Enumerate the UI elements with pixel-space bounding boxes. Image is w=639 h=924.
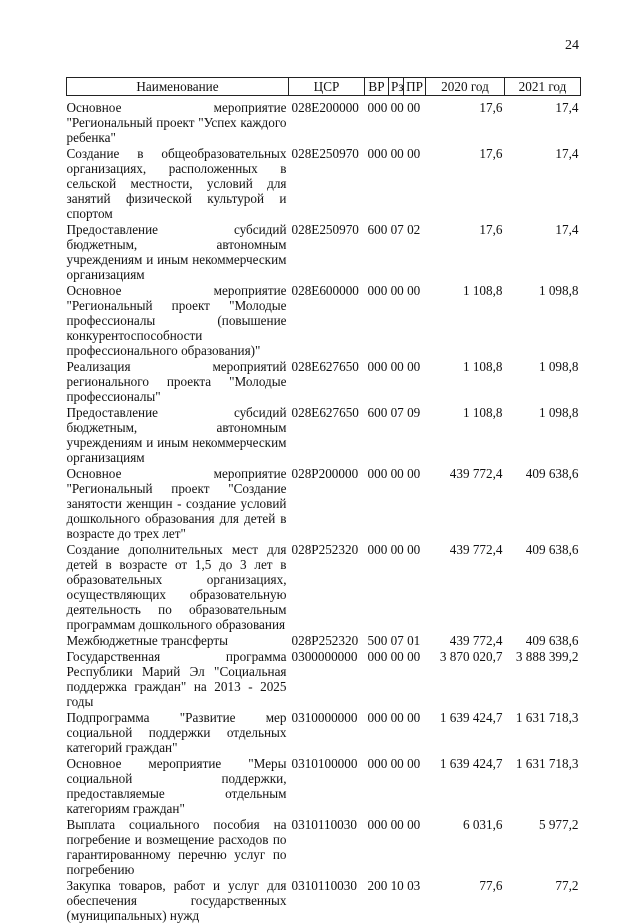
row-name: Реализация мероприятий регионального проекта "Молодые профессионалы" bbox=[66, 359, 287, 404]
row-codes: 000 00 00 bbox=[367, 710, 421, 725]
row-amount-2020: 6 031,6 bbox=[462, 817, 503, 832]
table-row bbox=[67, 283, 581, 359]
row-amount-2020: 3 870 020,7 bbox=[439, 649, 503, 664]
row-amount-2020: 1 639 424,7 bbox=[439, 710, 503, 725]
row-codes: 000 00 00 bbox=[367, 466, 421, 481]
row-name: Закупка товаров, работ и услуг для обеспечения государственных (муниципальных) нужд bbox=[66, 878, 287, 923]
table-header-row bbox=[67, 78, 581, 96]
row-name: Основное мероприятие "Региональный проект "Молодые профессионалы (повышение конкурентоспособности профессионального образования)" bbox=[66, 283, 287, 358]
row-name: Предоставление субсидий бюджетным, автономным учреждениям и иным некоммерческим организациям bbox=[66, 222, 287, 282]
table-row bbox=[67, 817, 581, 878]
column-header-pr: ПР bbox=[404, 78, 426, 96]
row-amount-2021: 77,2 bbox=[555, 878, 579, 893]
row-amount-2021: 409 638,6 bbox=[525, 633, 579, 648]
row-codes: 000 00 00 bbox=[367, 817, 421, 832]
table-row bbox=[67, 222, 581, 283]
row-name: Создание дополнительных мест для детей в возрасте от 1,5 до 3 лет в образовательных организациях, осуществляющих образовательную деятельность по образовательным программам дошкольного образования bbox=[66, 542, 287, 632]
row-csr: 028E627650 bbox=[291, 405, 359, 420]
row-codes: 000 00 00 bbox=[367, 756, 421, 771]
row-codes: 000 00 00 bbox=[367, 542, 421, 557]
column-header-vr: ВР bbox=[365, 78, 389, 96]
row-csr: 0310110030 bbox=[291, 817, 357, 832]
table-row bbox=[67, 633, 581, 649]
page-number: 24 bbox=[565, 38, 579, 53]
row-codes: 200 10 03 bbox=[367, 878, 421, 893]
budget-table bbox=[66, 77, 581, 924]
row-amount-2020: 17,6 bbox=[479, 146, 503, 161]
row-amount-2020: 439 772,4 bbox=[449, 633, 503, 648]
row-amount-2020: 439 772,4 bbox=[449, 466, 503, 481]
table-row bbox=[67, 96, 581, 147]
row-amount-2021: 5 977,2 bbox=[538, 817, 579, 832]
row-csr: 028P252320 bbox=[291, 542, 359, 557]
row-csr: 028E627650 bbox=[291, 359, 359, 374]
row-csr: 028E600000 bbox=[291, 283, 359, 298]
row-codes: 000 00 00 bbox=[367, 359, 421, 374]
row-csr: 0300000000 bbox=[291, 649, 358, 664]
table-row bbox=[67, 542, 581, 633]
row-csr: 028E250970 bbox=[291, 222, 359, 237]
row-name: Предоставление субсидий бюджетным, автономным учреждениям и иным некоммерческим организациям bbox=[66, 405, 287, 465]
row-amount-2020: 1 108,8 bbox=[462, 283, 503, 298]
row-name: Государственная программа Республики Марий Эл "Социальная поддержка граждан" на 2013 - 2025 годы bbox=[66, 649, 287, 709]
table-row bbox=[67, 710, 581, 756]
column-header-2021: 2021 год bbox=[505, 78, 581, 96]
row-amount-2020: 77,6 bbox=[479, 878, 503, 893]
row-amount-2020: 1 639 424,7 bbox=[439, 756, 503, 771]
row-amount-2021: 1 098,8 bbox=[538, 405, 579, 420]
row-csr: 0310110030 bbox=[291, 878, 357, 893]
table-row bbox=[67, 878, 581, 924]
table-row bbox=[67, 756, 581, 817]
row-name: Основное мероприятие "Региональный проект "Создание занятости женщин - создание условий дошкольного образования для детей в возрасте до трех лет" bbox=[66, 466, 287, 541]
row-name: Основное мероприятие "Меры социальной поддержки, предоставляемые отдельным категориям граждан" bbox=[66, 756, 287, 816]
column-header-2020: 2020 год bbox=[426, 78, 505, 96]
row-csr: 028E250970 bbox=[291, 146, 359, 161]
row-codes: 000 00 00 bbox=[367, 146, 421, 161]
row-codes: 000 00 00 bbox=[367, 283, 421, 298]
row-amount-2021: 17,4 bbox=[555, 222, 579, 237]
row-amount-2021: 1 098,8 bbox=[538, 359, 579, 374]
row-amount-2021: 3 888 399,2 bbox=[515, 649, 579, 664]
row-csr: 0310100000 bbox=[291, 756, 358, 771]
row-amount-2021: 409 638,6 bbox=[525, 466, 579, 481]
row-name: Создание в общеобразовательных организациях, расположенных в сельской местности, условий для занятий физической культурой и спортом bbox=[66, 146, 287, 221]
table-row bbox=[67, 405, 581, 466]
row-name: Подпрограмма "Развитие мер социальной поддержки отдельных категорий граждан" bbox=[66, 710, 287, 755]
row-codes: 000 00 00 bbox=[367, 100, 421, 115]
column-header-csr: ЦСР bbox=[289, 78, 365, 96]
row-name: Выплата социального пособия на погребение и возмещение расходов по гарантированному перечню услуг по погребению bbox=[66, 817, 287, 877]
row-name: Межбюджетные трансферты bbox=[66, 633, 228, 648]
row-amount-2021: 1 631 718,3 bbox=[515, 756, 579, 771]
row-codes: 600 07 09 bbox=[367, 405, 421, 420]
row-csr: 028P252320 bbox=[291, 633, 359, 648]
row-amount-2020: 1 108,8 bbox=[462, 405, 503, 420]
row-csr: 028E200000 bbox=[291, 100, 359, 115]
row-amount-2020: 17,6 bbox=[479, 222, 503, 237]
row-amount-2020: 439 772,4 bbox=[449, 542, 503, 557]
row-amount-2020: 17,6 bbox=[479, 100, 503, 115]
row-amount-2021: 409 638,6 bbox=[525, 542, 579, 557]
column-header-rz: Рз bbox=[389, 78, 404, 96]
row-csr: 0310000000 bbox=[291, 710, 358, 725]
row-codes: 000 00 00 bbox=[367, 649, 421, 664]
row-amount-2021: 17,4 bbox=[555, 100, 579, 115]
table-row bbox=[67, 146, 581, 222]
row-csr: 028P200000 bbox=[291, 466, 359, 481]
row-amount-2021: 17,4 bbox=[555, 146, 579, 161]
row-codes: 500 07 01 bbox=[367, 633, 421, 648]
row-amount-2021: 1 631 718,3 bbox=[515, 710, 579, 725]
table-row bbox=[67, 466, 581, 542]
row-amount-2020: 1 108,8 bbox=[462, 359, 503, 374]
table-row bbox=[67, 649, 581, 710]
table-row bbox=[67, 359, 581, 405]
row-codes: 600 07 02 bbox=[367, 222, 421, 237]
row-name: Основное мероприятие "Региональный проект "Успех каждого ребенка" bbox=[66, 100, 287, 145]
column-header-name: Наименование bbox=[67, 78, 289, 96]
row-amount-2021: 1 098,8 bbox=[538, 283, 579, 298]
